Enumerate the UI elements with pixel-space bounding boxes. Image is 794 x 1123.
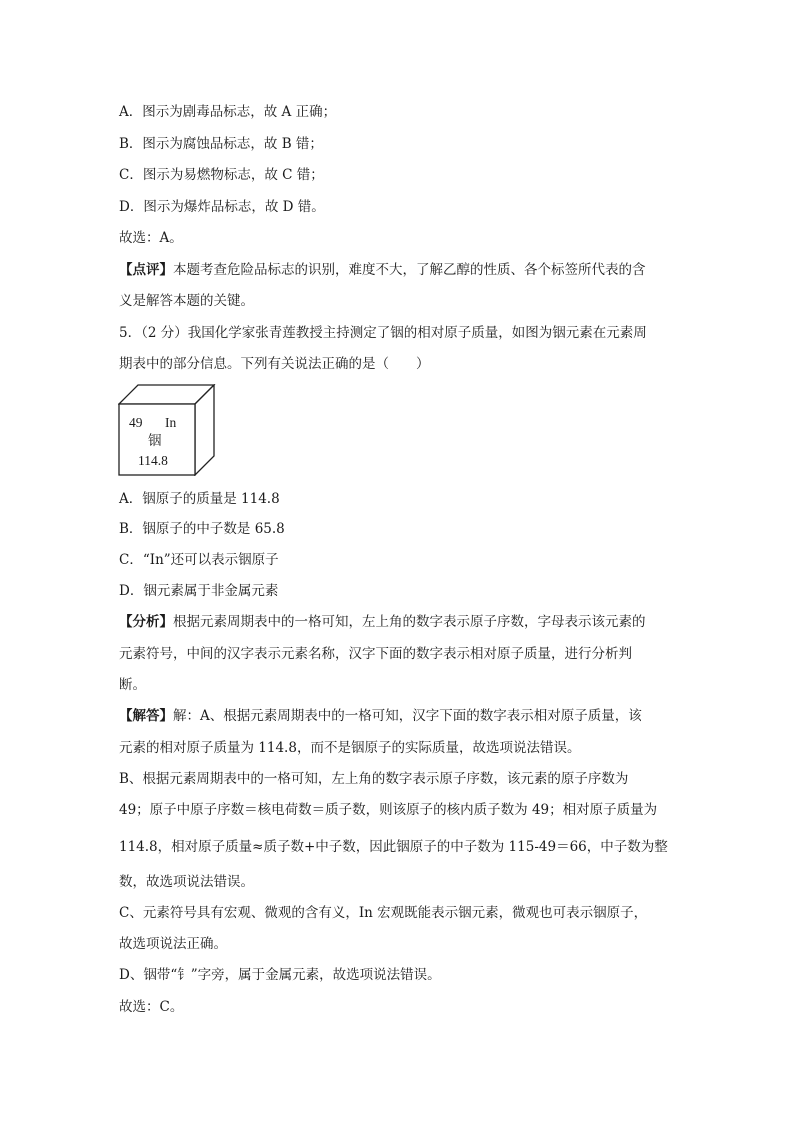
solution-line-7: C、元素符号具有宏观、微观的含有义，In 宏观既能表示铟元素，微观也可表示铟原子， — [119, 905, 648, 921]
element-atomic-number: 49 — [129, 415, 143, 430]
solution-line-6: 数，故选项说法错误。 — [119, 874, 254, 890]
question-line-1: 5．（2 分）我国化学家张青莲教授主持测定了铟的相对原子质量，如图为铟元素在元素周 — [119, 325, 647, 341]
comment-tag: 【点评】 — [119, 262, 173, 278]
solution-line-4: 49；原子中原子序数＝核电荷数＝质子数，则该原子的核内质子数为 49；相对原子质量为 — [119, 802, 658, 818]
analysis-line-2: 元素符号，中间的汉字表示元素名称，汉字下面的数字表示相对原子质量，进行分析判 — [119, 646, 632, 662]
option-c: C．“In”还可以表示铟原子 — [119, 552, 279, 568]
prev-option-a: A．图示为剧毒品标志，故 A 正确； — [119, 104, 337, 120]
analysis-tag: 【分析】 — [119, 614, 173, 630]
solution-line-8: 故选项说法正确。 — [119, 936, 227, 952]
solution-text-1: 解：A、根据元素周期表中的一格可知，汉字下面的数字表示相对原子质量，该 — [173, 708, 642, 724]
option-b: B．铟原子的中子数是 65.8 — [119, 521, 285, 537]
solution-line-5: 114.8，相对原子质量≈质子数+中子数，因此铟原子的中子数为 115-49＝66，中子数为整 — [119, 839, 668, 855]
prev-option-c: C．图示为易燃物标志，故 C 错； — [119, 167, 324, 183]
comment-line-2: 义是解答本题的关键。 — [119, 293, 254, 309]
element-name: 铟 — [148, 433, 162, 448]
solution-tag: 【解答】 — [119, 708, 173, 724]
comment-text-1: 本题考查危险品标志的识别，难度不大，了解乙醇的性质、各个标签所代表的含 — [173, 262, 646, 278]
question-line-2: 期表中的部分信息。下列有关说法正确的是（ ） — [119, 356, 430, 372]
option-a: A．铟原子的质量是 114.8 — [119, 491, 280, 507]
option-d: D．铟元素属于非金属元素 — [119, 583, 279, 599]
comment-line-1 — [119, 261, 646, 279]
analysis-line-3: 断。 — [119, 677, 146, 693]
prev-option-d: D．图示为爆炸品标志，故 D 错。 — [119, 199, 325, 215]
analysis-text-1: 根据元素周期表中的一格可知，左上角的数字表示原子序数，字母表示该元素的 — [173, 614, 646, 630]
prev-option-b: B．图示为腐蚀品标志，故 B 错； — [119, 136, 323, 152]
solution-line-3: B、根据元素周期表中的一格可知，左上角的数字表示原子序数，该元素的原子序数为 — [119, 771, 629, 787]
analysis-line-1 — [119, 613, 646, 631]
element-atomic-mass: 114.8 — [138, 453, 168, 468]
element-card — [118, 384, 218, 476]
prev-answer: 故选：A。 — [119, 230, 183, 246]
final-answer: 故选：C。 — [119, 999, 184, 1015]
solution-line-1 — [119, 707, 642, 725]
solution-line-9: D、铟带“钅”字旁，属于金属元素，故选项说法错误。 — [119, 967, 441, 983]
solution-line-2: 元素的相对原子质量为 114.8，而不是铟原子的实际质量，故选项说法错误。 — [119, 740, 581, 756]
element-symbol: In — [165, 415, 177, 430]
